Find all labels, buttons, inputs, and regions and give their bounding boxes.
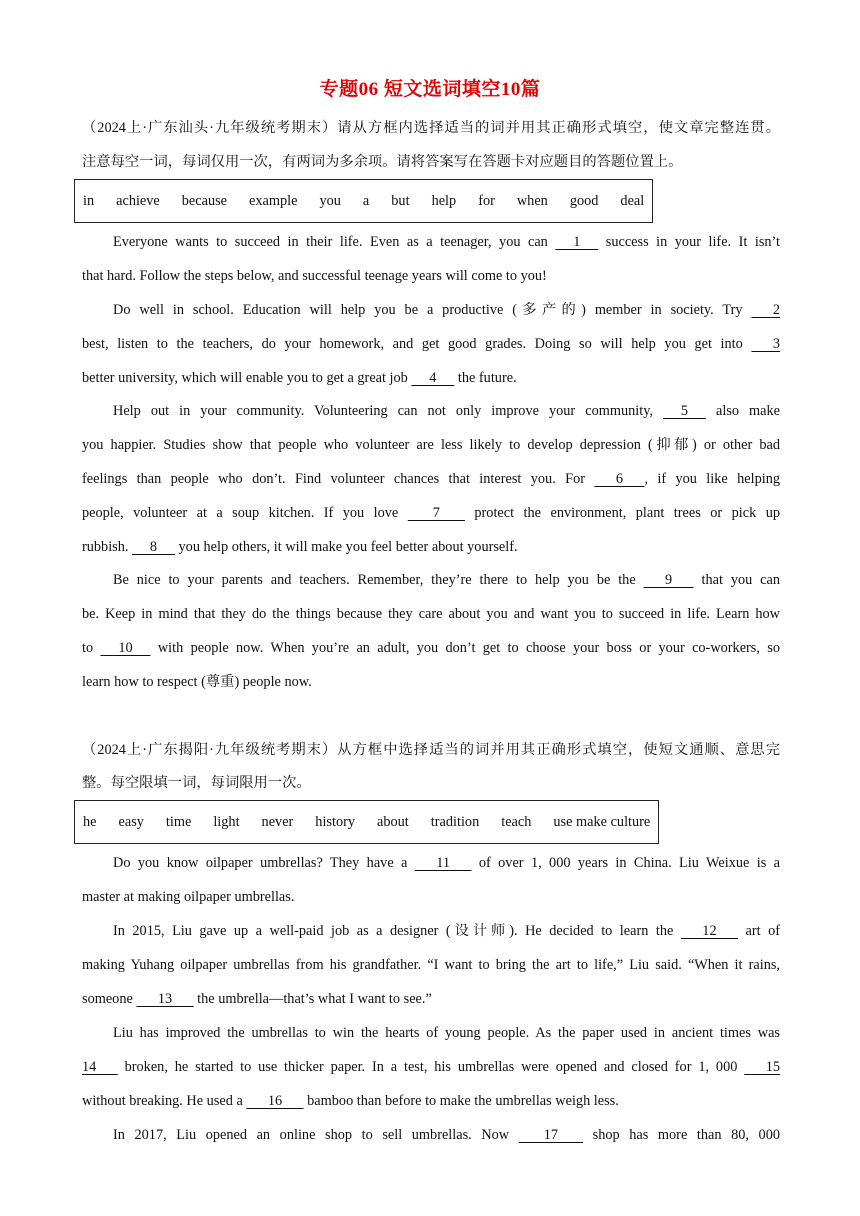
passage1-para1-line2: that hard. Follow the steps below, and successful teenage years will come to you! bbox=[82, 268, 547, 284]
text-run: that you can bbox=[701, 572, 781, 588]
word-box-item: good bbox=[569, 192, 599, 209]
text-run: better university, which will enable you to get a great job bbox=[82, 370, 408, 386]
word-box-item: when bbox=[516, 192, 548, 209]
word-box-item: he bbox=[83, 813, 97, 830]
word-box-item: easy bbox=[118, 813, 144, 830]
passage1-para3-line2: you happier. Studies show that people who volunteer are less likely to develop depression (抑郁) or other bad bbox=[82, 437, 780, 453]
answer-blank-13[interactable]: 13 bbox=[136, 991, 194, 1007]
passage1-para2-line3 bbox=[82, 368, 780, 388]
word-box-item: because bbox=[181, 192, 228, 209]
answer-blank-9[interactable]: 9 bbox=[643, 572, 694, 588]
word-box-item: in bbox=[83, 192, 95, 209]
passage2-intro-line1: （2024上·广东揭阳·九年级统考期末）从方框中选择适当的词并用其正确形式填空，使短文通顺、意思完 bbox=[82, 742, 780, 758]
text-run: the umbrella—that’s what I want to see.” bbox=[197, 991, 432, 1007]
text-run: In 2015, Liu gave up a well-paid job as a designer (设计师). He decided to learn the bbox=[113, 923, 674, 939]
text-run: bamboo than before to make the umbrellas weigh less. bbox=[307, 1093, 619, 1109]
passage2-para2-line2: making Yuhang oilpaper umbrellas from his grandfather. “I want to bring the art to life,” Liu said. “When it rains, bbox=[82, 957, 780, 973]
passage1-para2-line1 bbox=[113, 300, 780, 320]
word-box-item: a bbox=[362, 192, 370, 209]
passage2-para3-line1: Liu has improved the umbrellas to win the hearts of young people. As the paper used in ancient times was bbox=[113, 1025, 780, 1041]
answer-blank-10[interactable]: 10 bbox=[100, 640, 151, 656]
answer-blank-14[interactable]: 14 bbox=[82, 1059, 118, 1075]
text-run: broken, he started to use thicker paper. In a test, his umbrellas were opened and closed for 1, 000 bbox=[124, 1059, 738, 1075]
passage1-para3-line1 bbox=[113, 401, 780, 421]
answer-blank-4[interactable]: 4 bbox=[411, 370, 455, 386]
passage2-para2-line3 bbox=[82, 989, 780, 1009]
passage1-para3-line3 bbox=[82, 469, 780, 489]
text-run: protect the environment, plant trees or pick up bbox=[474, 505, 780, 521]
passage1-para4-line3 bbox=[82, 638, 780, 658]
text-run: best, listen to the teachers, do your homework, and get good grades. Doing so will help you get into bbox=[82, 336, 743, 352]
text-run: success in your life. It isn’t bbox=[605, 234, 781, 250]
text-run: someone bbox=[82, 991, 133, 1007]
answer-blank-6[interactable]: 6 bbox=[594, 471, 645, 487]
text-run: shop has more than 80, 000 bbox=[592, 1127, 780, 1143]
word-box-item: history bbox=[315, 813, 356, 830]
text-run: feelings than people who don’t. Find volunteer chances that interest you. For bbox=[82, 471, 586, 487]
text-run: rubbish. bbox=[82, 539, 129, 555]
passage2-para1-line1 bbox=[113, 853, 780, 873]
word-box-item: about bbox=[377, 813, 409, 830]
text-run: Be nice to your parents and teachers. Remember, they’re there to help you be the bbox=[113, 572, 636, 588]
text-run: art of bbox=[745, 923, 781, 939]
text-run: , if you like helping bbox=[644, 471, 780, 487]
text-run: Do you know oilpaper umbrellas? They have a bbox=[113, 855, 408, 871]
passage2-para1-line2: master at making oilpaper umbrellas. bbox=[82, 889, 295, 905]
text-run: Help out in your community. Volunteering can not only improve your community, bbox=[113, 403, 653, 419]
text-run: of over 1, 000 years in China. Liu Weixue is a bbox=[478, 855, 780, 871]
answer-blank-1[interactable]: 1 bbox=[555, 234, 599, 250]
text-run: Do well in school. Education will help you be a productive (多产的) member in society. Try bbox=[113, 302, 743, 318]
text-run: to bbox=[82, 640, 94, 656]
passage1-intro-line2: 注意每空一词，每词仅用一次，有两词为多余项。请将答案写在答题卡对应题目的答题位置上。 bbox=[82, 154, 683, 170]
answer-blank-15[interactable]: 15 bbox=[744, 1059, 780, 1075]
word-box-item: use make culture bbox=[553, 813, 651, 830]
word-box-item: teach bbox=[501, 813, 532, 830]
passage2-para4-line1 bbox=[113, 1125, 780, 1145]
passage2-para3-line2 bbox=[82, 1057, 780, 1077]
answer-blank-17[interactable]: 17 bbox=[518, 1127, 584, 1143]
passage2-para2-line1 bbox=[113, 921, 780, 941]
text-run: the future. bbox=[457, 370, 517, 386]
answer-blank-3[interactable]: 3 bbox=[751, 336, 780, 352]
passage1-para2-line2 bbox=[82, 334, 780, 354]
page-title: 专题06 短文选词填空10篇 bbox=[319, 79, 541, 100]
word-box-item: achieve bbox=[116, 192, 160, 209]
text-run: without breaking. He used a bbox=[82, 1093, 243, 1109]
text-run: also make bbox=[715, 403, 781, 419]
passage1-intro-line1: （2024上·广东汕头·九年级统考期末）请从方框内选择适当的词并用其正确形式填空，使文章完整连贯。 bbox=[82, 120, 780, 136]
answer-blank-7[interactable]: 7 bbox=[407, 505, 465, 521]
answer-blank-16[interactable]: 16 bbox=[246, 1093, 304, 1109]
text-run: you help others, it will make you feel better about yourself. bbox=[178, 539, 518, 555]
word-box-item: help bbox=[431, 192, 457, 209]
word-box-item: but bbox=[391, 192, 410, 209]
text-run: Everyone wants to succeed in their life. Even as a teenager, you can bbox=[113, 234, 548, 250]
passage2-word-box bbox=[74, 800, 659, 844]
text-run: with people now. When you’re an adult, you don’t get to choose your boss or your co-workers, so bbox=[157, 640, 780, 656]
word-box-item: never bbox=[261, 813, 294, 830]
text-run: people, volunteer at a soup kitchen. If you love bbox=[82, 505, 399, 521]
word-box-item: you bbox=[319, 192, 341, 209]
word-box-item: deal bbox=[620, 192, 645, 209]
word-box-item: time bbox=[165, 813, 192, 830]
word-box-item: tradition bbox=[430, 813, 480, 830]
passage1-para4-line2: be. Keep in mind that they do the things because they care about you and want you to succeed in life. Learn how bbox=[82, 606, 780, 622]
passage1-para1-line1 bbox=[113, 232, 780, 252]
passage1-para4-line4: learn how to respect (尊重) people now. bbox=[82, 674, 312, 690]
answer-blank-12[interactable]: 12 bbox=[680, 923, 739, 939]
passage1-para4-line1 bbox=[113, 570, 780, 590]
passage2-intro-line2: 整。每空限填一词，每词限用一次。 bbox=[82, 775, 311, 791]
passage2-para3-line3 bbox=[82, 1091, 780, 1111]
answer-blank-8[interactable]: 8 bbox=[132, 539, 175, 555]
answer-blank-11[interactable]: 11 bbox=[414, 855, 472, 871]
word-box-item: for bbox=[478, 192, 495, 209]
passage1-para3-line4 bbox=[82, 503, 780, 523]
answer-blank-2[interactable]: 2 bbox=[751, 302, 780, 318]
passage1-word-box bbox=[74, 179, 653, 223]
word-box-item: light bbox=[213, 813, 240, 830]
passage1-para3-line5 bbox=[82, 537, 780, 557]
word-box-item: example bbox=[249, 192, 298, 209]
text-run: In 2017, Liu opened an online shop to sell umbrellas. Now bbox=[113, 1127, 510, 1143]
answer-blank-5[interactable]: 5 bbox=[663, 403, 706, 419]
